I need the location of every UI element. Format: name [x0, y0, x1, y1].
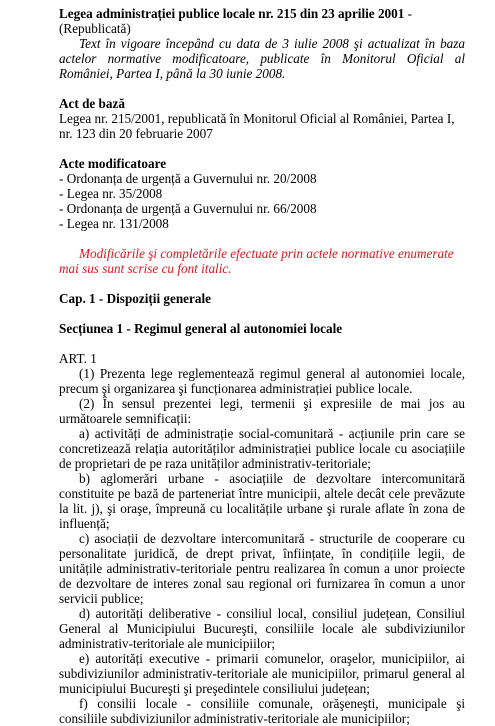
paragraph: (2) În sensul prezentei legi, termenii şi expresiile de mai jos au următoarele semnificații:	[59, 396, 465, 426]
law-title-line	[59, 6, 465, 36]
intro-note: Text în vigoare începând cu data de 3 iulie 2008 şi actualizat în baza actelor normative modificatoare, publicate în Monitorul Oficial al României, Partea I, până la 30 iunie 2008.	[59, 36, 465, 81]
paragraph: f) consilii locale - consiliile comunale, orăşeneşti, municipale şi consiliile subdiviziunilor administrativ-teritoriale ale municipiilor;	[59, 696, 465, 726]
chapter-heading: Cap. 1 - Dispoziții generale	[59, 291, 212, 306]
base-act-heading: Act de bază	[59, 96, 125, 111]
modifying-act-item: - Legea nr. 35/2008	[59, 186, 163, 201]
paragraph: d) autorități deliberative - consiliul local, consiliul județean, Consiliul General al Municipiului Bucureşti, consiliile locale ale subdiviziunilor administrativ-teritoriale ale municipiilor;	[59, 606, 465, 651]
law-title: Legea administrației publice locale nr. 215 din 23 aprilie 2001	[59, 6, 405, 21]
italic-font-note: Modificările şi completările efectuate prin actele normative enumerate mai sus sunt scrise cu font italic.	[59, 246, 454, 276]
law-status: (Republicată)	[59, 21, 131, 36]
article-heading: ART. 1	[59, 351, 97, 366]
modifying-acts-heading: Acte modificatoare	[59, 156, 167, 171]
paragraph: (1) Prezenta lege reglementează regimul general al autonomiei locale, precum şi organizarea şi funcționarea administrației publice locale.	[59, 366, 465, 396]
modifying-act-item: - Ordonanța de urgență a Guvernului nr. 20/2008	[59, 171, 317, 186]
paragraph: c) asociații de dezvoltare intercomunitară - structurile de cooperare cu personalitate juridică, de drept privat, înființate, în condițiile legii, de unitățile administrativ-teritoriale pentru realizarea în comun a unor proiecte de dezvoltare de interes zonal sau regional ori furnizarea în comun a unor servicii publice;	[59, 531, 465, 606]
paragraph: b) aglomerări urbane - asociațiile de dezvoltare intercomunitară constituite pe bază de parteneriat între municipii, altele decât cele prevăzute la lit. j), şi oraşe, împreună cu localitățile urbane şi rurale aflate în zona de influență;	[59, 471, 465, 531]
section-heading: Secțiunea 1 - Regimul general al autonomiei locale	[59, 321, 343, 336]
paragraph: e) autorități executive - primarii comunelor, oraşelor, municipiilor, ai subdiviziunilor administrativ-teritoriale ale municipiilor, primarul general al municipiului Bucureşti şi preşedintele consiliului județean;	[59, 651, 465, 696]
paragraph: a) activități de administrație social-comunitară - acțiunile prin care se concretizează relația autorităților administrației publice locale cu asociațiile de proprietari de pe raza unităților administrativ-teritoriale;	[59, 426, 465, 471]
base-act-text: Legea nr. 215/2001, republicată în Monitorul Oficial al României, Partea I, nr. 123 din 20 februarie 2007	[59, 111, 455, 141]
modifying-act-item: - Ordonanța de urgență a Guvernului nr. 66/2008	[59, 201, 317, 216]
title-separator: -	[404, 6, 413, 21]
modifying-act-item: - Legea nr. 131/2008	[59, 216, 169, 231]
